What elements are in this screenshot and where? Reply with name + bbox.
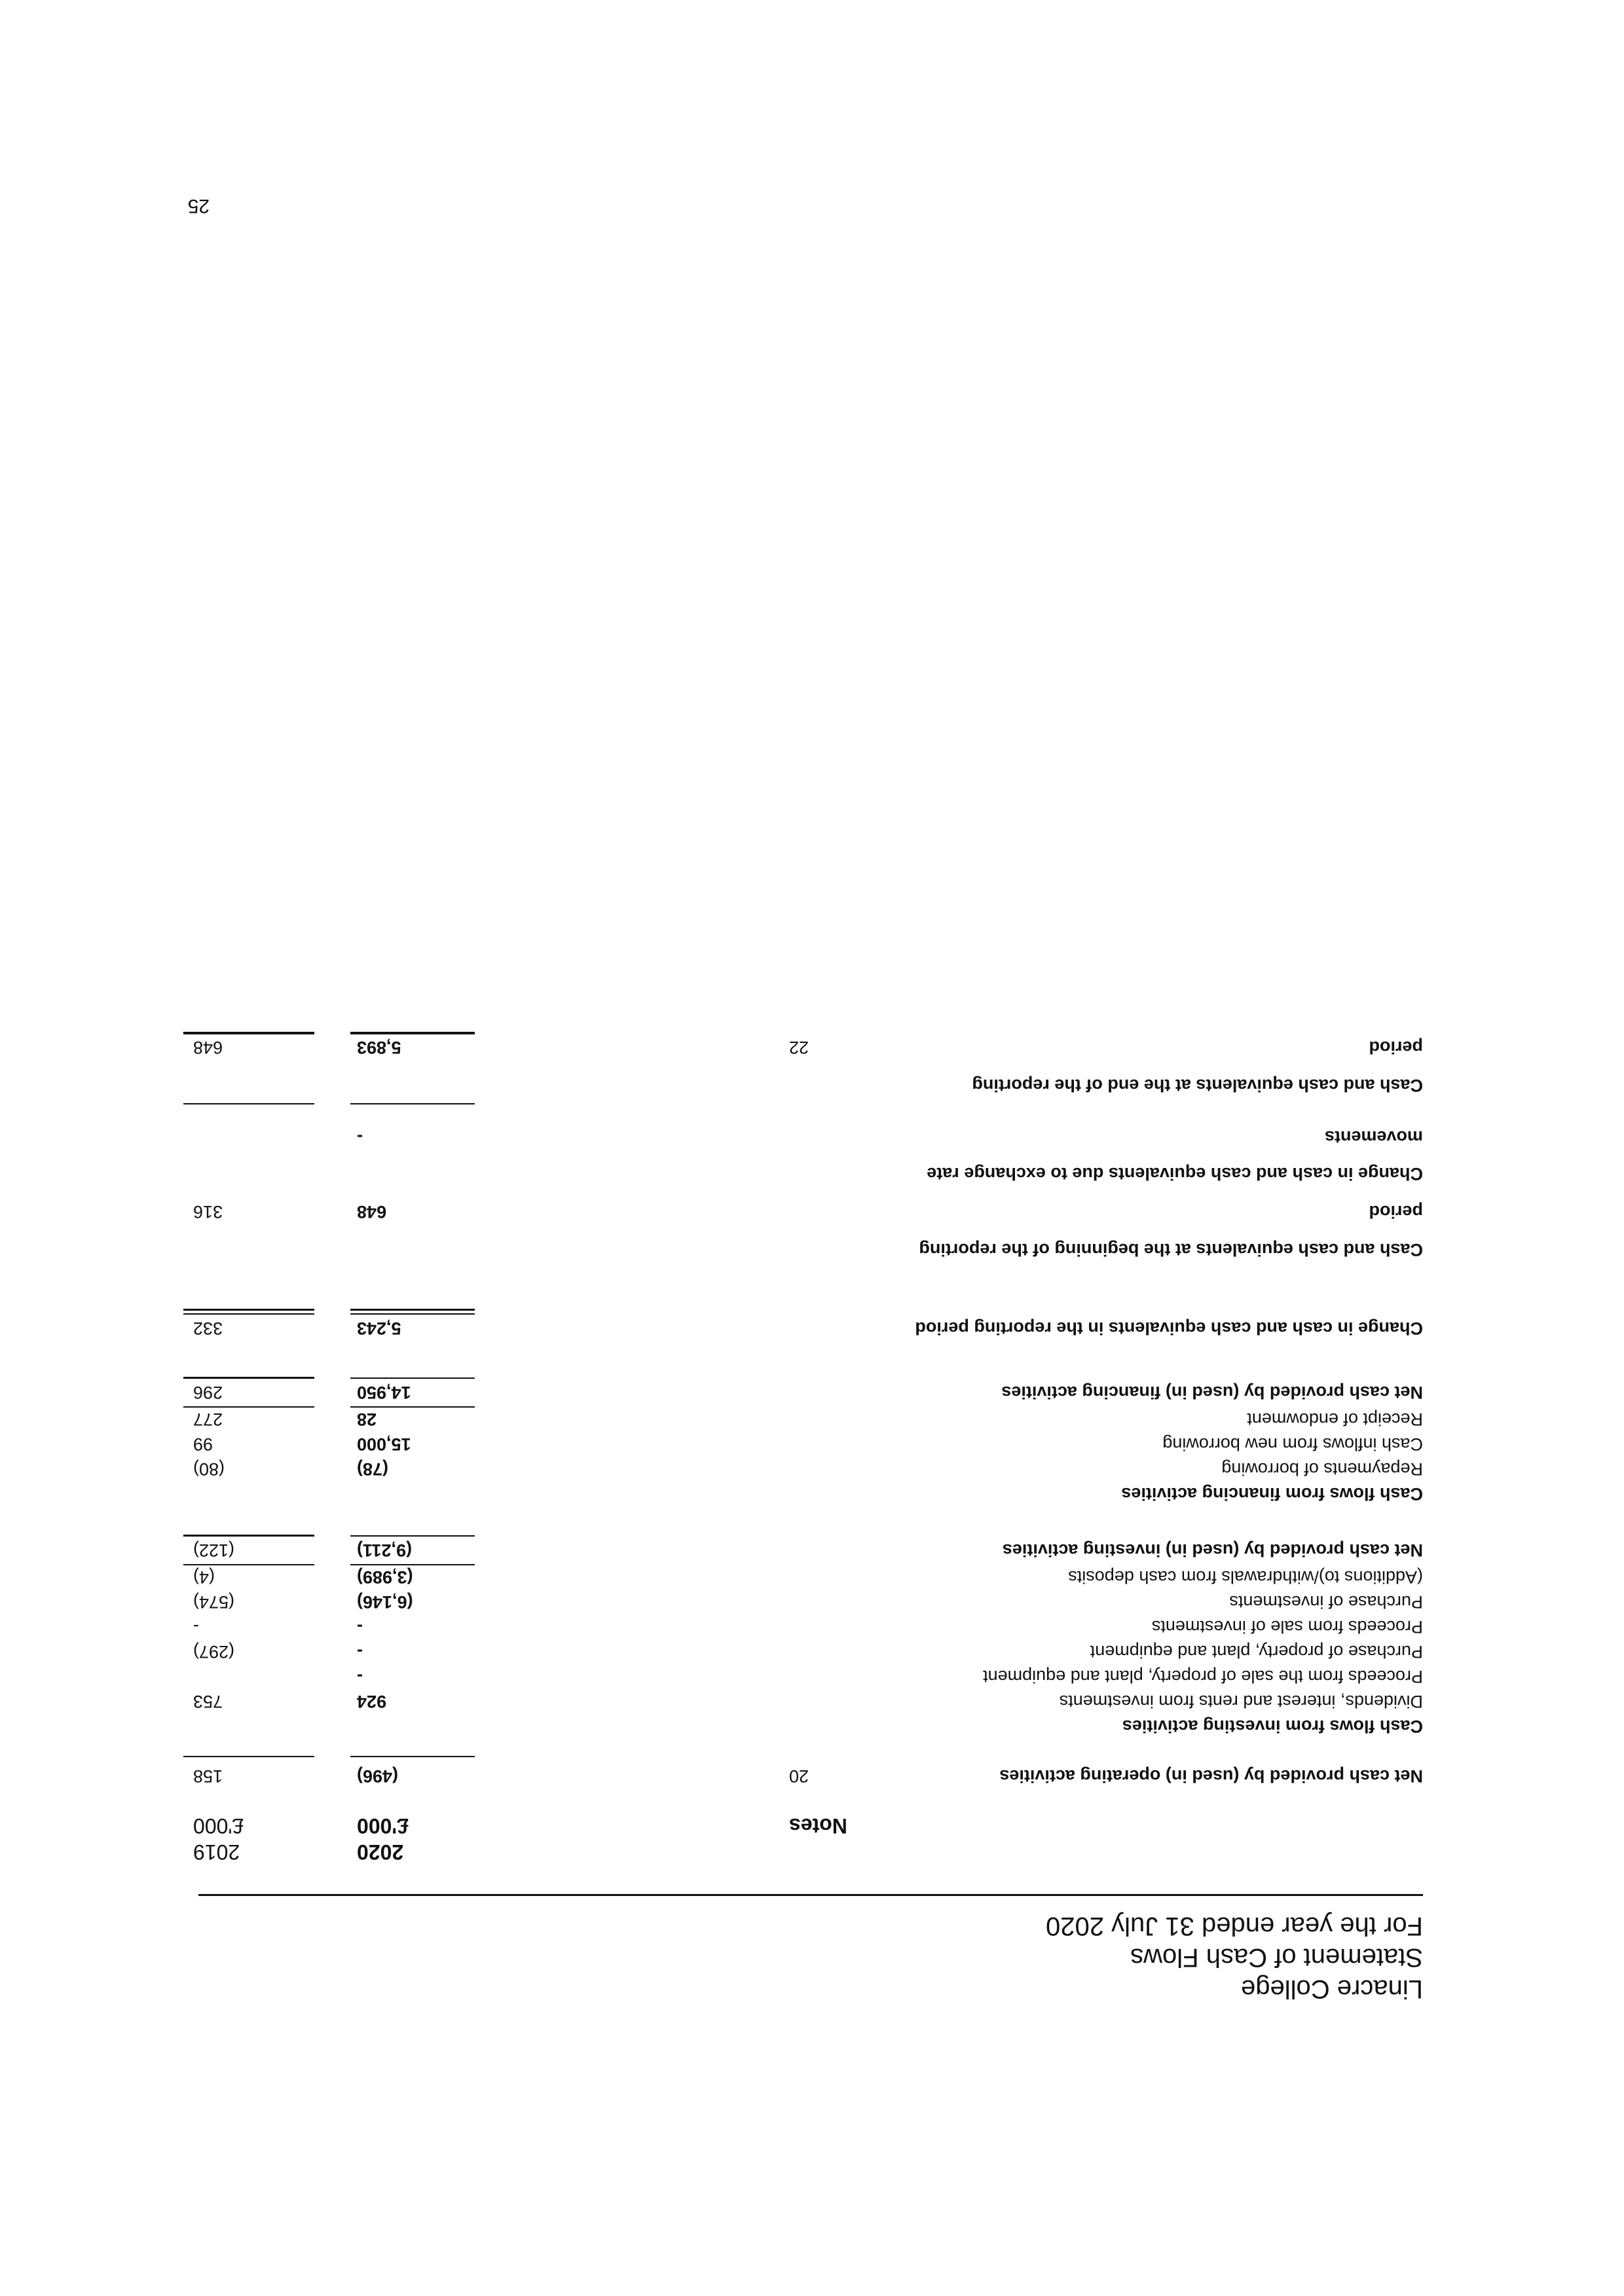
investing-row-2019: (574)	[193, 1592, 235, 1612]
financing-row-label: Receipt of endowment	[1247, 1410, 1423, 1429]
col-unit-2019: £'000	[193, 1814, 244, 1838]
col-header-2020: 2020	[357, 1840, 404, 1864]
beginning-label: Cash and cash equivalents at the beginning of the reporting	[919, 1240, 1423, 1260]
end-subtotal-rule-2019	[183, 1103, 314, 1104]
investing-row-2020: 924	[357, 1692, 387, 1711]
fx-2020: -	[357, 1127, 363, 1147]
financing-subtotal-rule-2019	[183, 1406, 314, 1408]
fx-label-cont: movements	[1324, 1127, 1423, 1147]
page-number: 25	[187, 195, 210, 217]
beginning-2020: 648	[357, 1202, 387, 1222]
operating-note: 20	[789, 1766, 809, 1786]
end-2020: 5,893	[357, 1038, 401, 1057]
financing-net-2020: 14,950	[357, 1383, 411, 1402]
change-rule-b-2020	[350, 1309, 475, 1311]
operating-rule-2020	[350, 1756, 475, 1757]
end-label-cont: period	[1369, 1038, 1423, 1057]
financing-row-2020: 15,000	[357, 1434, 411, 1454]
financing-row-2020: 28	[357, 1410, 377, 1429]
investing-row-label: Proceeds from sale of investments	[1151, 1617, 1423, 1637]
org-title: Linacre College	[1241, 1975, 1423, 2003]
change-2020: 5,243	[357, 1319, 401, 1338]
financing-net-rule-2020	[350, 1377, 475, 1379]
change-rule-b-2019	[183, 1309, 314, 1311]
end-note: 22	[789, 1038, 809, 1057]
investing-row-2020: -	[357, 1642, 363, 1662]
change-rule-a-2019	[183, 1313, 314, 1315]
change-label: Change in cash and cash equivalents in the reporting period	[915, 1319, 1423, 1338]
title-rule	[198, 1894, 1423, 1896]
end-rule-2019	[183, 1032, 314, 1034]
financing-row-2019: 277	[193, 1410, 223, 1429]
investing-net-rule-2019	[183, 1535, 314, 1537]
investing-row-2020: -	[357, 1667, 363, 1686]
investing-net-label: Net cash provided by (used in) investing activities	[1002, 1540, 1423, 1560]
investing-row-2019: (297)	[193, 1642, 235, 1662]
col-unit-2020: £'000	[357, 1814, 409, 1838]
financing-row-2019: 99	[193, 1434, 213, 1454]
investing-row-label: Purchase of investments	[1229, 1592, 1423, 1612]
investing-net-rule-2020	[350, 1535, 475, 1537]
financing-row-2020: (78)	[357, 1459, 389, 1479]
investing-row-label: Proceeds from the sale of property, plant and equipment	[983, 1667, 1423, 1686]
financing-row-label: Repayments of borrowing	[1221, 1459, 1423, 1479]
end-2019: 648	[193, 1038, 223, 1057]
end-subtotal-rule-2020	[350, 1103, 475, 1104]
financing-net-rule-2019	[183, 1377, 314, 1379]
financing-net-label: Net cash provided by (used in) financing activities	[1001, 1383, 1423, 1402]
col-header-notes: Notes	[789, 1814, 847, 1838]
investing-net-2020: (9,211)	[357, 1540, 413, 1560]
investing-row-2019: -	[193, 1617, 199, 1637]
col-header-2019: 2019	[193, 1840, 240, 1864]
financing-heading: Cash flows from financing activities	[1121, 1484, 1423, 1504]
investing-row-2020: -	[357, 1617, 363, 1637]
investing-heading: Cash flows from investing activities	[1122, 1717, 1423, 1736]
investing-subtotal-rule-2019	[183, 1564, 314, 1565]
investing-subtotal-rule-2020	[350, 1564, 475, 1565]
investing-net-2019: (122)	[193, 1540, 235, 1560]
investing-row-2019: (4)	[193, 1567, 215, 1587]
period-subtitle: For the year ended 31 July 2020	[1046, 1912, 1423, 1941]
investing-row-label: (Additions to)/withdrawals from cash deposits	[1068, 1567, 1423, 1587]
operating-net-2020: (496)	[357, 1766, 399, 1786]
beginning-label-cont: period	[1369, 1202, 1423, 1222]
financing-row-2019: (80)	[193, 1459, 225, 1479]
operating-net-label: Net cash provided by (used in) operating activities	[999, 1766, 1423, 1786]
operating-net-2019: 158	[193, 1766, 223, 1786]
financing-row-label: Cash inflows from new borrowing	[1162, 1434, 1423, 1454]
end-rule-2020	[350, 1032, 475, 1034]
investing-row-2020: (6,146)	[357, 1592, 413, 1612]
financing-subtotal-rule-2020	[350, 1406, 475, 1408]
change-2019: 332	[193, 1319, 223, 1338]
investing-row-2020: (3,989)	[357, 1567, 413, 1587]
end-label: Cash and cash equivalents at the end of the reporting	[972, 1076, 1423, 1095]
fx-label: Change in cash and cash equivalents due to exchange rate	[927, 1164, 1423, 1184]
operating-rule-2019	[183, 1756, 314, 1757]
beginning-2019: 316	[193, 1202, 223, 1222]
investing-row-2019: 753	[193, 1692, 223, 1711]
financing-net-2019: 296	[193, 1383, 223, 1402]
investing-row-label: Dividends, interest and rents from investments	[1059, 1692, 1423, 1711]
investing-row-label: Purchase of property, plant and equipment	[1090, 1642, 1423, 1662]
change-rule-a-2020	[350, 1313, 475, 1315]
statement-title: Statement of Cash Flows	[1130, 1943, 1423, 1972]
